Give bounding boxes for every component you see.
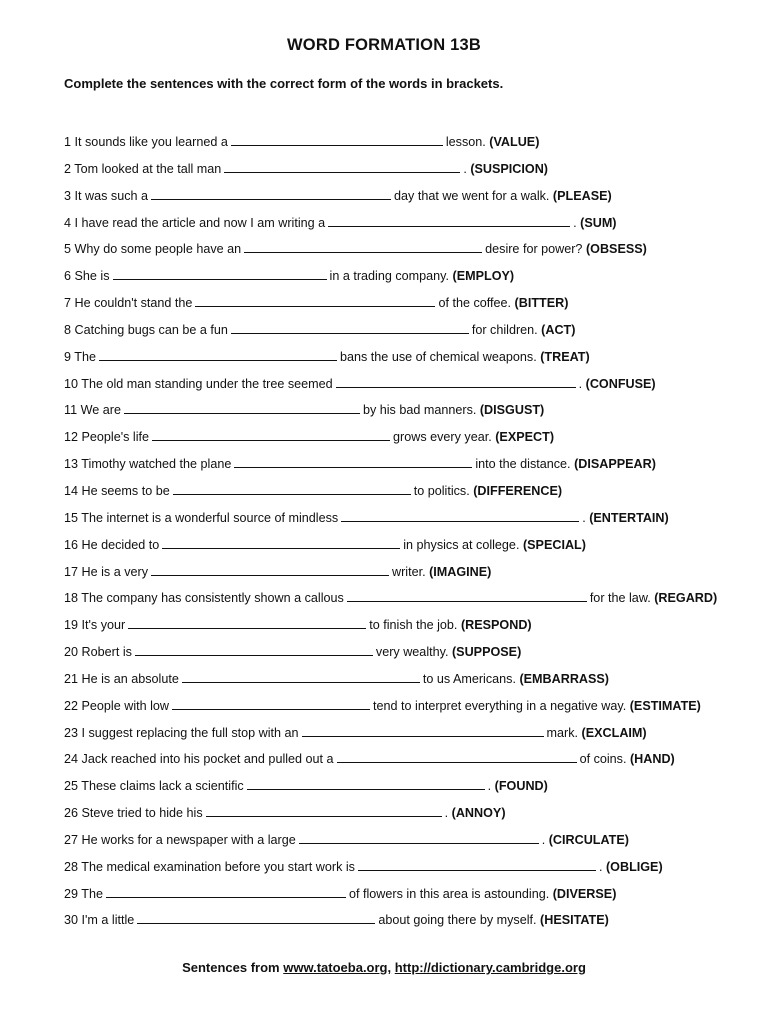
sentence-text-after: writer. [392, 564, 426, 579]
sentence-text-after: to us Americans. [422, 671, 516, 686]
footer-prefix: Sentences from [182, 960, 280, 975]
sentence-row [64, 347, 744, 374]
word-hint: (REGARD) [654, 591, 718, 606]
sentence-text-before: The old man standing under the tree seemed [81, 376, 333, 391]
sentence-text-before: I'm a little [81, 913, 135, 928]
sentence-row [64, 266, 744, 293]
word-hint: (HESITATE) [540, 913, 609, 928]
answer-blank[interactable] [173, 482, 411, 495]
sentence-number: 23 [64, 725, 79, 740]
sentence-text-after: mark. [546, 725, 579, 740]
word-hint: (ANNOY) [451, 806, 506, 821]
answer-blank[interactable] [182, 670, 420, 683]
sentence-row [64, 723, 744, 750]
answer-blank[interactable] [137, 911, 375, 924]
sentence-number: 25 [64, 779, 79, 794]
sentence-text-after: . [578, 376, 583, 391]
sentence-text-after: . [582, 510, 586, 525]
sentence-text-after: to politics. [413, 483, 470, 498]
sentence-row [64, 132, 744, 159]
sentence-text-before: Why do some people have an [74, 242, 242, 257]
sentence-text-after: for children. [471, 322, 538, 337]
answer-blank[interactable] [299, 831, 539, 844]
sentence-number: 18 [64, 591, 79, 606]
sentence-row [64, 427, 744, 454]
sentence-row [64, 910, 744, 937]
sentence-text-before: It was such a [74, 188, 149, 203]
sentence-number: 6 [64, 269, 72, 284]
word-hint: (DIVERSE) [552, 886, 617, 901]
sentence-number: 28 [64, 859, 79, 874]
word-hint: (DISAPPEAR) [574, 457, 656, 472]
answer-blank[interactable] [234, 455, 472, 468]
word-hint: (EXCLAIM) [581, 725, 647, 740]
word-hint: (FOUND) [494, 779, 548, 794]
sentence-row [64, 454, 744, 481]
sentence-number: 24 [64, 752, 79, 767]
word-hint: (ACT) [541, 322, 576, 337]
sentence-text-before: Robert is [81, 645, 132, 660]
sentence-number: 26 [64, 806, 79, 821]
sentence-text-before: I suggest replacing the full stop with an [81, 725, 299, 740]
sentence-number: 22 [64, 698, 79, 713]
word-hint: (ENTERTAIN) [589, 510, 669, 525]
sentence-text-before: People with low [81, 698, 170, 713]
answer-blank[interactable] [231, 321, 469, 334]
sentence-text-after: . [541, 832, 546, 847]
word-hint: (SUM) [580, 215, 617, 230]
sentence-text-before: It sounds like you learned a [74, 135, 228, 149]
word-hint: (SUSPICION) [470, 161, 548, 176]
sentence-number: 17 [64, 564, 79, 579]
sentence-text-after: desire for power? [485, 242, 583, 257]
sentence-number: 14 [64, 483, 79, 498]
sentence-number: 30 [64, 913, 79, 928]
answer-blank[interactable] [206, 804, 442, 817]
sentence-text-before: The medical examination before you start work is [81, 859, 355, 874]
word-hint: (RESPOND) [460, 618, 532, 633]
sentence-list [64, 132, 744, 937]
answer-blank[interactable] [162, 536, 400, 549]
sentence-row [64, 588, 744, 615]
sentence-row [64, 776, 744, 803]
word-hint: (PLEASE) [552, 188, 612, 203]
sentence-text-after: . [487, 779, 492, 794]
sentence-text-after: very wealthy. [375, 645, 449, 660]
answer-blank[interactable] [151, 187, 391, 200]
sentence-number: 7 [64, 296, 72, 311]
page-title: WORD FORMATION 13B [287, 36, 481, 54]
sentence-text-after: of coins. [579, 752, 627, 767]
sentence-row [64, 749, 744, 776]
answer-blank[interactable] [152, 428, 390, 441]
sentence-text-before: Timothy watched the plane [81, 457, 232, 472]
sentence-text-before: He seems to be [81, 483, 170, 498]
sentence-text-before: Catching bugs can be a fun [74, 322, 228, 337]
sentence-number: 15 [64, 510, 79, 525]
sentence-text-after: . [444, 806, 449, 821]
sentence-text-before: He is a very [81, 564, 149, 579]
answer-blank[interactable] [106, 885, 346, 898]
footer [0, 960, 768, 975]
sentence-row [64, 830, 744, 857]
word-hint: (CIRCULATE) [548, 832, 629, 847]
sentence-number: 29 [64, 886, 79, 901]
sentence-number: 2 [64, 161, 72, 176]
sentence-row [64, 374, 744, 401]
cambridge-link[interactable]: http://dictionary.cambridge.org [394, 960, 586, 975]
sentence-text-after: . [463, 161, 467, 176]
sentence-text-after: to finish the job. [369, 618, 458, 633]
answer-blank[interactable] [99, 348, 337, 361]
sentence-row [64, 293, 744, 320]
sentence-row [64, 400, 744, 427]
answer-blank[interactable] [113, 267, 327, 280]
sentence-number: 1 [64, 135, 72, 149]
sentence-text-after: . [573, 215, 577, 230]
answer-blank[interactable] [172, 697, 370, 710]
sentence-text-after: bans the use of chemical weapons. [340, 349, 537, 364]
word-hint: (VALUE) [489, 135, 540, 149]
sentence-text-after: by his bad manners. [362, 403, 477, 418]
sentence-number: 27 [64, 832, 79, 847]
answer-blank[interactable] [328, 214, 570, 227]
sentence-row [64, 562, 744, 589]
sentence-row [64, 615, 744, 642]
answer-blank[interactable] [341, 509, 579, 522]
word-hint: (OBLIGE) [605, 859, 663, 874]
sentence-text-after: in a trading company. [329, 269, 450, 284]
sentence-text-after: lesson. [445, 135, 486, 149]
sentence-row [64, 696, 744, 723]
answer-blank[interactable] [247, 777, 485, 790]
sentence-text-before: She is [74, 269, 110, 284]
answer-blank[interactable] [224, 160, 460, 173]
sentence-text-before: The internet is a wonderful source of mindless [81, 510, 339, 525]
answer-blank[interactable] [347, 589, 587, 602]
tatoeba-link[interactable]: www.tatoeba.org, [283, 960, 392, 975]
sentence-text-before: It's your [81, 618, 126, 633]
sentence-row [64, 669, 744, 696]
answer-blank[interactable] [231, 133, 443, 146]
sentence-text-after: for the law. [589, 591, 651, 606]
sentence-text-before: These claims lack a scientific [81, 779, 244, 794]
answer-blank[interactable] [337, 750, 577, 763]
sentence-number: 19 [64, 618, 79, 633]
word-hint: (IMAGINE) [429, 564, 492, 579]
sentence-row [64, 803, 744, 830]
answer-blank[interactable] [302, 724, 544, 737]
sentence-text-before: He couldn't stand the [74, 296, 193, 311]
sentence-text-after: grows every year. [393, 430, 492, 445]
sentence-row [64, 857, 744, 884]
sentence-text-after: tend to interpret everything in a negative way. [373, 698, 627, 713]
sentence-number: 5 [64, 242, 72, 257]
sentence-number: 12 [64, 430, 79, 445]
sentence-number: 8 [64, 322, 72, 337]
answer-blank[interactable] [244, 240, 482, 253]
word-hint: (DISGUST) [479, 403, 545, 418]
sentence-number: 4 [64, 215, 72, 230]
sentence-text-after: of the coffee. [438, 296, 512, 311]
sentence-number: 21 [64, 671, 79, 686]
word-hint: (EMPLOY) [452, 269, 515, 284]
sentence-text-before: Jack reached into his pocket and pulled out a [81, 752, 334, 767]
sentence-text-before: He is an absolute [81, 671, 179, 686]
sentence-row [64, 186, 744, 213]
sentence-row [64, 239, 744, 266]
sentence-row [64, 884, 744, 911]
sentence-number: 20 [64, 645, 79, 660]
sentence-text-before: The company has consistently shown a callous [81, 591, 344, 606]
sentence-text-before: I have read the article and now I am writing a [74, 215, 326, 230]
sentence-text-before: We are [80, 403, 121, 418]
answer-blank[interactable] [135, 643, 373, 656]
sentence-row [64, 535, 744, 562]
word-hint: (ESTIMATE) [629, 698, 701, 713]
sentence-number: 11 [64, 403, 78, 418]
word-hint: (OBSESS) [585, 242, 647, 257]
sentence-row [64, 508, 744, 535]
sentence-number: 13 [64, 457, 79, 472]
sentence-text-before: The [81, 886, 103, 901]
sentence-text-after: . [598, 859, 603, 874]
sentence-text-after: of flowers in this area is astounding. [349, 886, 550, 901]
sentence-text-before: He decided to [81, 537, 160, 552]
word-hint: (SPECIAL) [522, 537, 586, 552]
word-hint: (DIFFERENCE) [473, 483, 563, 498]
answer-blank[interactable] [151, 563, 389, 576]
answer-blank[interactable] [124, 401, 360, 414]
answer-blank[interactable] [336, 375, 576, 388]
sentence-text-after: in physics at college. [403, 537, 520, 552]
sentence-text-after: into the distance. [475, 457, 571, 472]
sentence-text-before: People's life [81, 430, 150, 445]
word-hint: (EXPECT) [495, 430, 555, 445]
sentence-text-after: about going there by myself. [378, 913, 537, 928]
word-hint: (HAND) [629, 752, 675, 767]
sentence-row [64, 213, 744, 240]
answer-blank[interactable] [195, 294, 435, 307]
sentence-text-before: The [74, 349, 96, 364]
word-hint: (CONFUSE) [585, 376, 656, 391]
sentence-row [64, 320, 744, 347]
sentence-number: 3 [64, 188, 72, 203]
sentence-number: 9 [64, 349, 72, 364]
instructions: Complete the sentences with the correct form of the words in brackets. [64, 76, 504, 91]
sentence-text-after: day that we went for a walk. [394, 188, 550, 203]
answer-blank[interactable] [358, 858, 596, 871]
sentence-row [64, 642, 744, 669]
answer-blank[interactable] [128, 616, 366, 629]
sentence-number: 10 [64, 376, 79, 391]
sentence-number: 16 [64, 537, 79, 552]
sentence-text-before: Tom looked at the tall man [74, 161, 222, 176]
sentence-text-before: He works for a newspaper with a large [81, 832, 296, 847]
sentence-text-before: Steve tried to hide his [81, 806, 203, 821]
sentence-row [64, 481, 744, 508]
sentence-row [64, 159, 744, 186]
word-hint: (TREAT) [540, 349, 590, 364]
word-hint: (BITTER) [514, 296, 569, 311]
word-hint: (SUPPOSE) [451, 645, 522, 660]
word-hint: (EMBARRASS) [519, 671, 610, 686]
